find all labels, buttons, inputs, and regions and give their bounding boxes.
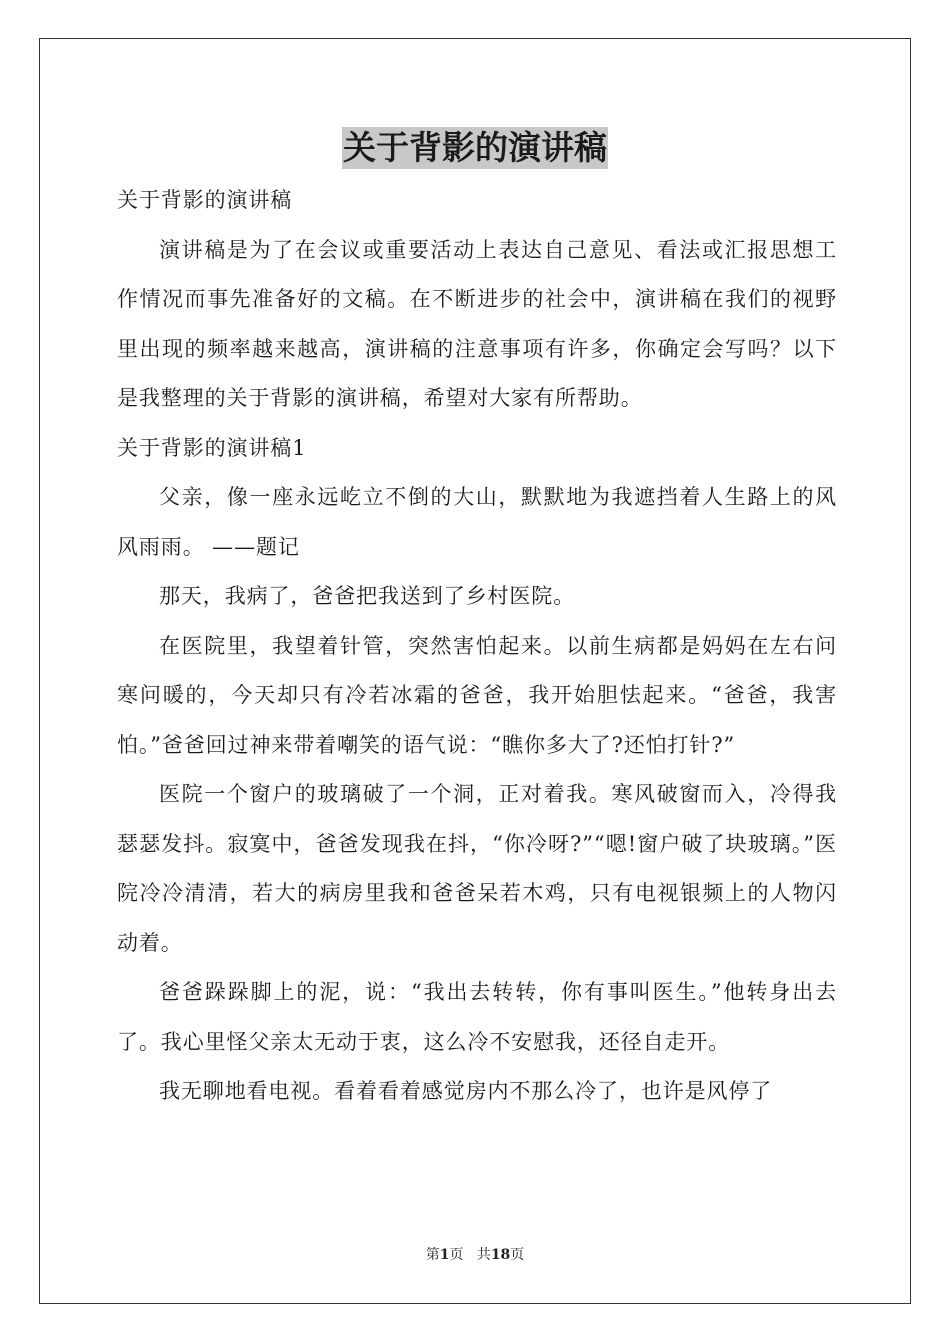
footer-prefix: 第 xyxy=(425,1247,440,1263)
document-body xyxy=(117,176,837,1117)
paragraph: 在医院里，我望着针管，突然害怕起来。以前生病都是妈妈在左右问寒问暖的，今天却只有冷若冰霜的爸爸，我开始胆怯起来。“爸爸，我害怕。”爸爸回过神来带着嘲笑的语气说：“瞧你多大了?还怕打针?” xyxy=(117,633,837,757)
document-title-wrap xyxy=(0,127,950,171)
paragraph: 我无聊地看电视。看着看着感觉房内不那么冷了，也许是风停了 xyxy=(159,1079,773,1103)
document-title: 关于背影的演讲稿 xyxy=(343,128,607,167)
footer-page-number: 1 xyxy=(439,1247,450,1263)
paragraph: 那天，我病了，爸爸把我送到了乡村医院。 xyxy=(159,584,576,608)
paragraph: 爸爸跺跺脚上的泥，说：“我出去转转，你有事叫医生。”他转身出去了。我心里怪父亲太无动于衷，这么冷不安慰我，还径自走开。 xyxy=(117,980,837,1054)
section-heading: 关于背影的演讲稿 xyxy=(117,188,293,212)
paragraph: 演讲稿是为了在会议或重要活动上表达自己意见、看法或汇报思想工作情况而事先准备好的文稿。在不断进步的社会中，演讲稿在我们的视野里出现的频率越来越高，演讲稿的注意事项有许多，你确定会写吗？以下是我整理的关于背影的演讲稿，希望对大家有所帮助。 xyxy=(117,237,837,410)
paragraph: 医院一个窗户的玻璃破了一个洞，正对着我。寒风破窗而入，冷得我瑟瑟发抖。寂寞中，爸爸发现我在抖，“你冷呀?”“嗯!窗户破了块玻璃。”医院冷冷清清，若大的病房里我和爸爸呆若木鸡，只有电视银频上的人物闪动着。 xyxy=(117,782,837,955)
footer-total-pages: 18 xyxy=(490,1247,511,1263)
footer-middle: 页 共 xyxy=(449,1247,491,1263)
page-footer xyxy=(0,1244,950,1264)
section-heading: 关于背影的演讲稿1 xyxy=(117,435,307,460)
footer-suffix: 页 xyxy=(510,1247,525,1263)
paragraph: 父亲，像一座永远屹立不倒的大山，默默地为我遮挡着人生路上的风风雨雨。 ——题记 xyxy=(117,485,837,559)
